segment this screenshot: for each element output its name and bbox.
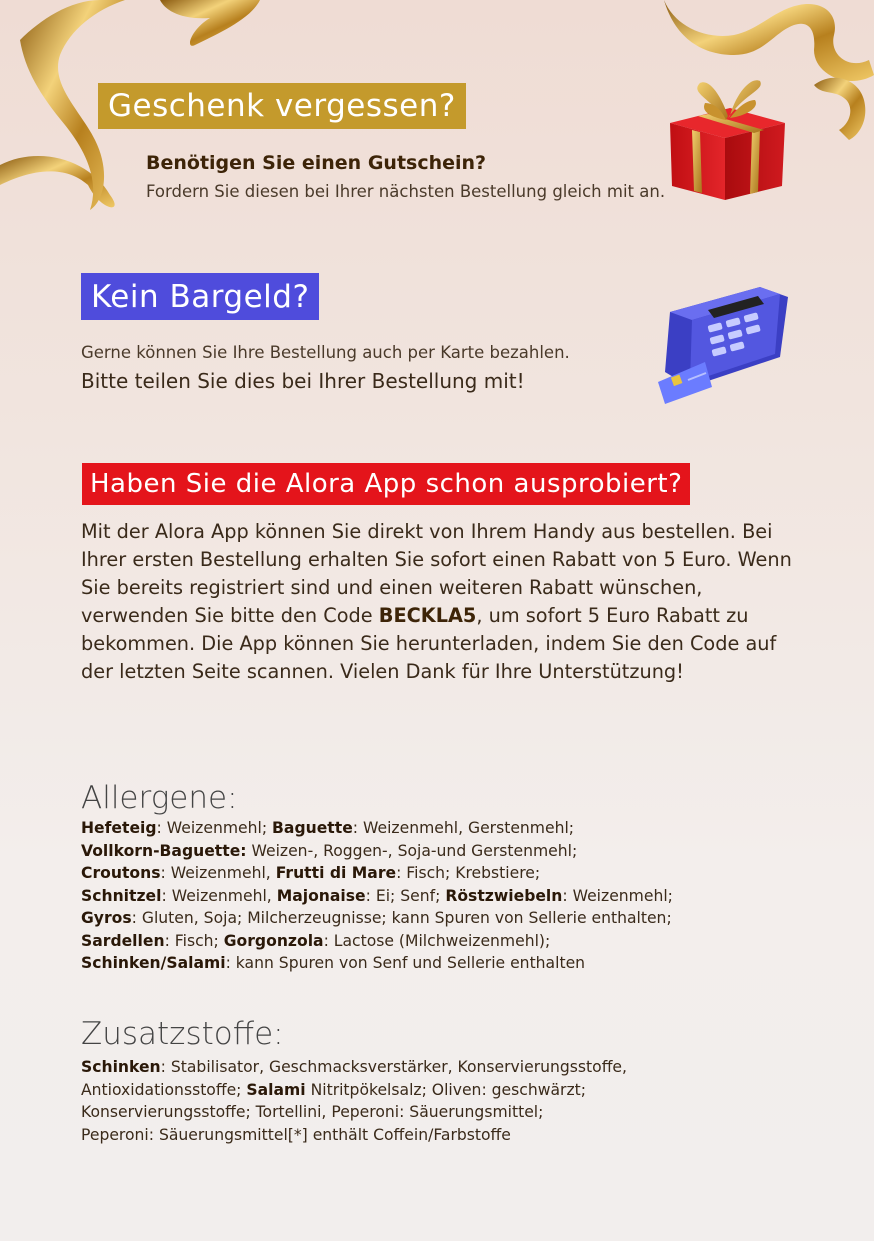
zusatz-line: Konservierungsstoffe; Tortellini, Peperoni: Säuerungsmittel;	[81, 1103, 544, 1121]
allergene-line: Hefeteig: Weizenmehl; Baguette: Weizenmehl, Gerstenmehl;	[81, 819, 575, 837]
app-heading: Haben Sie die Alora App schon ausprobiert?	[82, 463, 690, 505]
cash-text-1: Gerne können Sie Ihre Bestellung auch per Karte bezahlen.	[81, 343, 570, 362]
zusatzstoffe-heading: Zusatzstoffe:	[81, 1016, 284, 1052]
allergene-line: Schnitzel: Weizenmehl, Majonaise: Ei; Senf; Röstzwiebeln: Weizenmehl;	[81, 886, 673, 905]
cash-text-2: Bitte teilen Sie dies bei Ihrer Bestellung mit!	[81, 369, 525, 393]
app-text	[81, 518, 801, 686]
gift-subtitle: Benötigen Sie einen Gutschein?	[146, 152, 487, 174]
gift-heading: Geschenk vergessen?	[98, 83, 466, 129]
gift-text: Fordern Sie diesen bei Ihrer nächsten Bestellung gleich mit an.	[146, 182, 666, 201]
zusatz-line: Schinken: Stabilisator, Geschmacksverstärker, Konservierungsstoffe,	[81, 1058, 627, 1076]
allergene-line: Gyros: Gluten, Soja; Milcherzeugnisse; kann Spuren von Sellerie enthalten;	[81, 909, 672, 927]
allergene-line: Schinken/Salami: kann Spuren von Senf und Sellerie enthalten	[81, 954, 586, 972]
gift-box-icon	[660, 78, 795, 208]
app-text-part-1: Mit der Alora App können Sie direkt von Ihrem Handy aus bestellen. Bei Ihrer ersten Bestellung erhalten Sie sofort einen Rabatt von 5 Euro. Wenn Sie bereits registriert sind und einen weiteren Rabatt wünschen, verwenden Sie bitte den Code	[81, 520, 792, 627]
allergene-heading: Allergene:	[81, 780, 238, 816]
allergene-line: Vollkorn-Baguette: Weizen-, Roggen-, Soja-und Gerstenmehl;	[81, 841, 578, 860]
app-text-part-2: , um sofort 5 Euro Rabatt zu bekommen. Die App können Sie herunterladen, indem Sie den Code auf der letzten Seite scannen. Vielen Dank für Ihre Unterstützung!	[81, 604, 777, 683]
zusatzstoffe-list	[81, 1056, 841, 1146]
zusatz-line: Peperoni: Säuerungsmittel[*] enthält Coffein/Farbstoffe	[81, 1125, 511, 1144]
allergene-line: Croutons: Weizenmehl, Frutti di Mare: Fisch; Krebstiere;	[81, 864, 541, 882]
cash-heading: Kein Bargeld?	[81, 273, 319, 320]
allergene-line: Sardellen: Fisch; Gorgonzola: Lactose (Milchweizenmehl);	[81, 931, 551, 950]
card-terminal-icon	[650, 282, 795, 407]
promo-code: BECKLA5	[378, 604, 477, 627]
allergene-list	[81, 817, 841, 975]
zusatz-line: Antioxidationsstoffe; Salami Nitritpökelsalz; Oliven: geschwärzt;	[81, 1080, 587, 1099]
